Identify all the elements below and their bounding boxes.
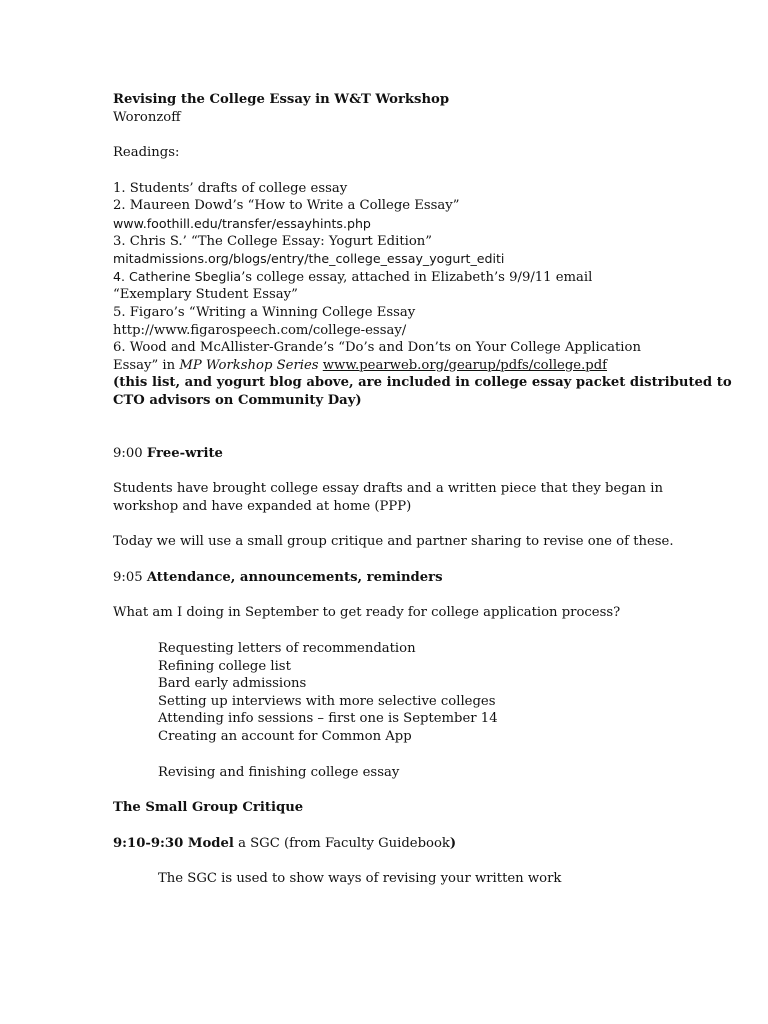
section-title: Attendance, announcements, reminders xyxy=(146,569,443,585)
section-time: 9:05 xyxy=(113,569,147,585)
document-body xyxy=(113,91,732,888)
reading-4 xyxy=(113,268,658,287)
reading-5: 5. Figaro’s “Writing a Winning College Essay xyxy=(113,304,416,320)
reading-2-url[interactable]: www.foothill.edu/transfer/essayhints.php xyxy=(113,215,371,231)
september-task-list xyxy=(113,640,658,781)
doc-author: Woronzoff xyxy=(113,109,181,125)
reading-1: 1. Students’ drafts of college essay xyxy=(113,180,348,196)
free-write-para2: Today we will use a small group critique and partner sharing to revise one of these. xyxy=(113,534,674,550)
section-time: 9:00 xyxy=(113,445,147,461)
section-time-title: 9:10-9:30 Model xyxy=(113,835,234,851)
reading-6-url[interactable]: www.pearweb.org/gearup/pdfs/college.pdf xyxy=(322,357,608,373)
reading-6-pre: Essay” in xyxy=(113,357,180,373)
section-title: Free-write xyxy=(146,445,223,461)
readings-note-line1: (this list, and yogurt blog above, are included in college essay packet distributed to xyxy=(113,375,732,391)
reading-4-name: 4. Catherine Sbeglia xyxy=(113,268,242,284)
sgc-heading: The Small Group Critique xyxy=(113,800,304,816)
reading-5-url[interactable]: http://www.figarospeech.com/college-essay/ xyxy=(113,322,407,338)
reading-4-line2: “Exemplary Student Essay” xyxy=(113,287,298,303)
list-item: Bard early admissions xyxy=(158,676,307,692)
list-item: Refining college list xyxy=(158,658,291,674)
reading-2: 2. Maureen Dowd’s “How to Write a College Essay” xyxy=(113,198,460,214)
list-item: Creating an account for Common App xyxy=(158,729,412,745)
doc-title: Revising the College Essay in W&T Workshop xyxy=(113,92,450,107)
section-attendance-heading xyxy=(113,569,658,587)
section-rest: a SGC (from Faculty Guidebook xyxy=(233,835,450,851)
model-indent-text: The SGC is used to show ways of revising your written work xyxy=(158,871,562,887)
reading-3: 3. Chris S.’ “The College Essay: Yogurt Edition” xyxy=(113,233,433,249)
list-item: Revising and finishing college essay xyxy=(158,764,400,780)
reading-4-rest: ’s college essay, attached in Elizabeth’s 9/9/11 email xyxy=(241,269,593,285)
attendance-question: What am I doing in September to get ready for college application process? xyxy=(113,605,621,621)
list-item: Setting up interviews with more selective colleges xyxy=(158,693,496,709)
section-model-heading xyxy=(113,835,658,853)
section-free-write-heading xyxy=(113,445,658,463)
list-item: Attending info sessions – first one is September 14 xyxy=(158,711,498,727)
free-write-para1-line1: Students have brought college essay drafts and a written piece that they began in xyxy=(113,481,663,497)
section-close-paren: ) xyxy=(449,835,457,851)
reading-6-line1: 6. Wood and McAllister-Grande’s “Do’s and Don’ts on Your College Application xyxy=(113,340,641,356)
list-item: Requesting letters of recommendation xyxy=(158,641,416,657)
readings-note-line2: CTO advisors on Community Day) xyxy=(113,392,362,408)
reading-3-url[interactable]: mitadmissions.org/blogs/entry/the_college_essay_yogurt_editi xyxy=(113,251,505,267)
readings-heading: Readings: xyxy=(113,145,180,161)
reading-6-series: MP Workshop Series xyxy=(179,357,319,373)
free-write-para1-line2: workshop and have expanded at home (PPP) xyxy=(113,498,412,514)
reading-6-line2 xyxy=(113,357,658,375)
